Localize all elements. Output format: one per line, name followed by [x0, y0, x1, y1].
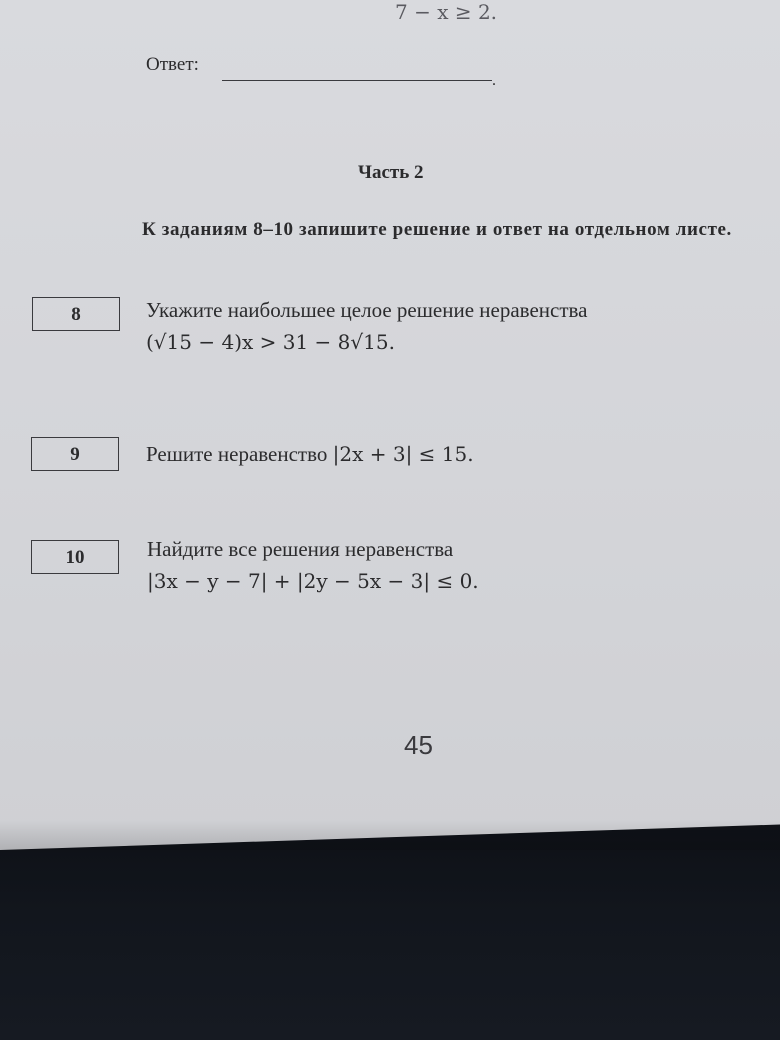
- task-10-statement: [147, 533, 479, 597]
- page-shadow: [0, 820, 780, 850]
- answer-blank-line: [222, 80, 492, 81]
- task-9-statement: [146, 438, 474, 470]
- task-number-8: 8: [71, 304, 81, 325]
- desk-background: [0, 830, 780, 1040]
- task-9-formula: |2x + 3| ≤ 15.: [332, 442, 474, 466]
- task-8-formula: (√15 − 4)x > 31 − 8√15.: [146, 330, 395, 354]
- page-number: 45: [404, 730, 433, 760]
- task-9-text: Решите неравенство: [146, 442, 328, 466]
- instruction-text: К заданиям 8–10 запишите решение и ответ на отдельном листе.: [142, 219, 732, 240]
- answer-label: Ответ:: [146, 54, 199, 75]
- task-8-statement: [146, 294, 587, 358]
- task-number-10: 10: [65, 547, 85, 568]
- task-10-text: Найдите все решения неравенства: [147, 537, 454, 561]
- answer-end-mark: .: [492, 72, 496, 89]
- task-number-box-8: [32, 297, 120, 331]
- previous-task-formula: 7 − x ≥ 2.: [395, 0, 498, 24]
- task-8-text: Укажите наибольшее целое решение неравенства: [146, 298, 588, 322]
- task-number-box-9: [31, 437, 119, 471]
- task-number-box-10: [31, 540, 119, 574]
- part-title: Часть 2: [358, 162, 424, 183]
- task-10-formula: |3x − y − 7| + |2y − 5x − 3| ≤ 0.: [147, 569, 479, 593]
- previous-task-fragment: [395, 0, 497, 24]
- task-number-9: 9: [70, 444, 80, 465]
